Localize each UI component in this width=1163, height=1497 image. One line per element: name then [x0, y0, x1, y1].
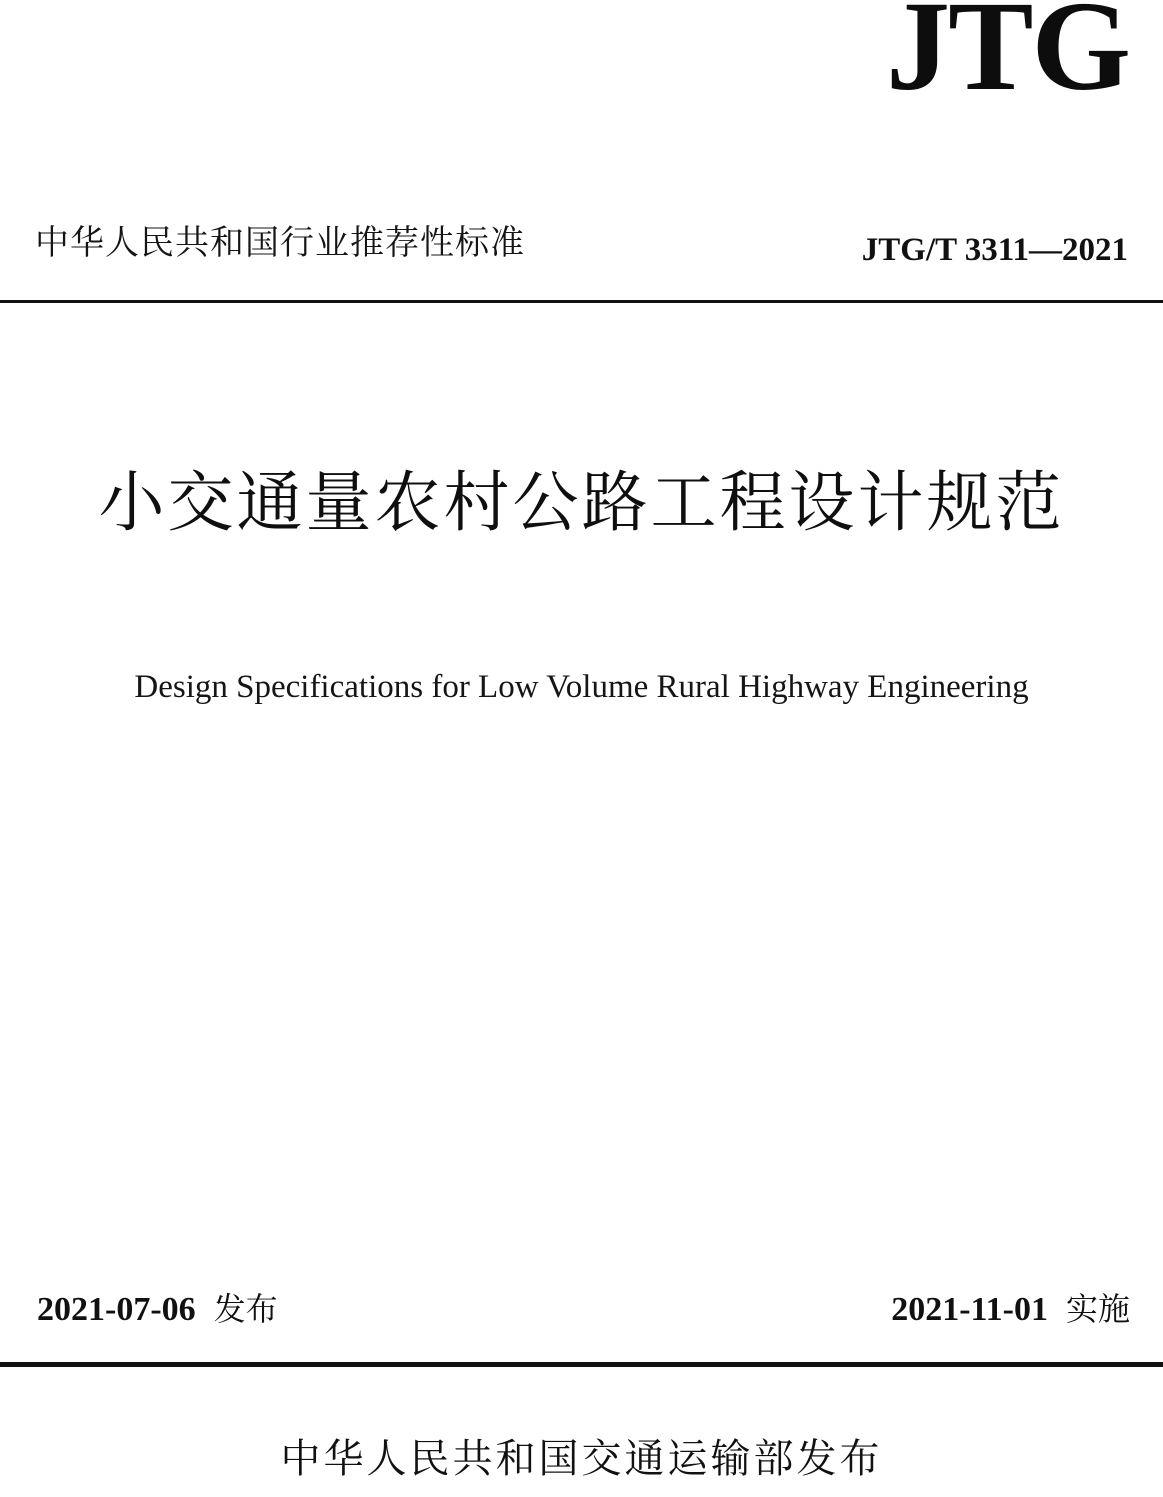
- bottom-divider: [0, 1362, 1163, 1367]
- implementation-date-block: [891, 1290, 1130, 1328]
- chinese-title: 小交通量农村公路工程设计规范: [98, 464, 1065, 541]
- issue-date: 2021-07-06: [37, 1291, 196, 1328]
- implementation-label: 实施: [1065, 1290, 1130, 1328]
- english-title: Design Specifications for Low Volume Rural Highway Engineering: [134, 669, 1029, 705]
- implementation-date: 2021-11-01: [891, 1291, 1048, 1328]
- top-divider: [0, 300, 1163, 303]
- publisher: 中华人民共和国交通运输部发布: [280, 1436, 883, 1482]
- standard-category: 中华人民共和国行业推荐性标准: [35, 223, 525, 263]
- issue-label: 发布: [213, 1290, 278, 1328]
- issue-date-block: [37, 1290, 278, 1328]
- standard-number: JTG/T 3311—2021: [861, 232, 1128, 268]
- jtg-logo: JTG: [886, 0, 1129, 117]
